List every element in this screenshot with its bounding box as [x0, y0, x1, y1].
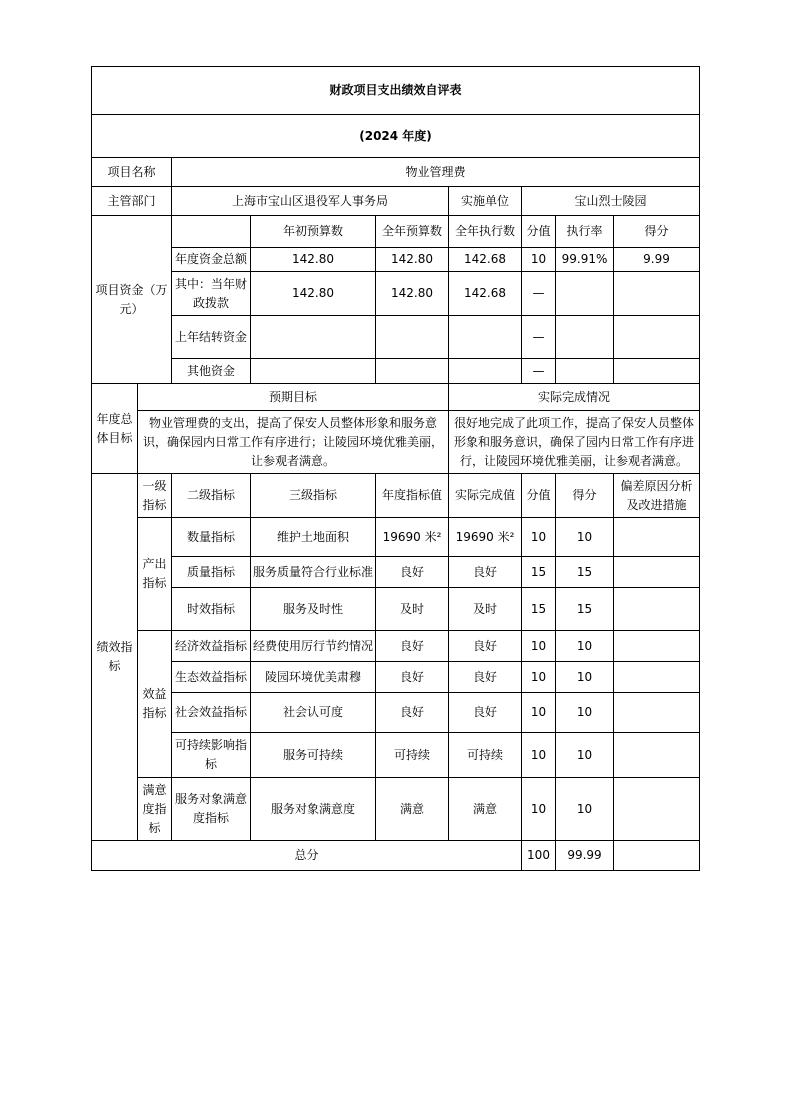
- indicator-level2: 数量指标: [172, 518, 251, 557]
- funds-header-initial: 年初预算数: [251, 216, 376, 248]
- header-level2: 二级指标: [172, 474, 251, 518]
- header-level1: 一级指标: [138, 474, 172, 518]
- indicator-actual: 可持续: [449, 733, 522, 778]
- indicator-actual: 良好: [449, 557, 522, 588]
- indicator-target: 19690 米²: [376, 518, 449, 557]
- impl-value: 宝山烈士陵园: [522, 187, 700, 216]
- project-name-label: 项目名称: [92, 158, 172, 187]
- total-weight: 100: [522, 841, 556, 871]
- funds-row-label: 上年结转资金: [172, 316, 251, 359]
- indicator-level2: 社会效益指标: [172, 693, 251, 733]
- total-label: 总分: [92, 841, 522, 871]
- funds-header-blank: [172, 216, 251, 248]
- project-name-value: 物业管理费: [172, 158, 700, 187]
- indicator-level2: 经济效益指标: [172, 631, 251, 662]
- funds-section-label: 项目资金（万元）: [92, 216, 172, 384]
- indicator-score: 15: [556, 588, 614, 631]
- indicator-level3: 社会认可度: [251, 693, 376, 733]
- funds-row-label: 年度资金总额: [172, 248, 251, 272]
- level1-satisfaction: 满意度指标: [138, 778, 172, 841]
- indicator-level3: 服务可持续: [251, 733, 376, 778]
- funds-cell: 142.80: [251, 248, 376, 272]
- funds-cell: [556, 316, 614, 359]
- funds-cell: —: [522, 272, 556, 316]
- indicator-actual: 良好: [449, 662, 522, 693]
- funds-header-score: 得分: [614, 216, 700, 248]
- indicator-deviation: [614, 557, 700, 588]
- indicator-deviation: [614, 778, 700, 841]
- indicator-deviation: [614, 693, 700, 733]
- funds-cell: 142.80: [376, 272, 449, 316]
- total-deviation: [614, 841, 700, 871]
- funds-header-annual: 全年预算数: [376, 216, 449, 248]
- actual-result-header: 实际完成情况: [449, 384, 700, 411]
- form-title: 财政项目支出绩效自评表: [92, 67, 700, 115]
- funds-cell: 142.68: [449, 272, 522, 316]
- indicator-level2: 服务对象满意度指标: [172, 778, 251, 841]
- funds-cell: —: [522, 316, 556, 359]
- indicator-level2: 质量指标: [172, 557, 251, 588]
- indicator-target: 良好: [376, 662, 449, 693]
- indicator-score: 10: [556, 662, 614, 693]
- indicator-level2: 生态效益指标: [172, 662, 251, 693]
- indicator-deviation: [614, 733, 700, 778]
- actual-result-text: 很好地完成了此项工作，提高了保安人员整体形象和服务意识，确保了园内日常工作有序进行，让陵园环境优雅美丽，让参观者满意。: [449, 411, 700, 474]
- indicator-score: 10: [556, 693, 614, 733]
- header-target: 年度指标值: [376, 474, 449, 518]
- funds-cell: [614, 272, 700, 316]
- indicator-target: 良好: [376, 557, 449, 588]
- funds-cell: [376, 359, 449, 384]
- indicator-score: 10: [556, 631, 614, 662]
- funds-cell: [556, 272, 614, 316]
- expected-goal-text: 物业管理费的支出，提高了保安人员整体形象和服务意识，确保园内日常工作有序进行；让陵园环境优雅美丽，让参观者满意。: [138, 411, 449, 474]
- indicator-actual: 19690 米²: [449, 518, 522, 557]
- level1-benefit: 效益指标: [138, 631, 172, 778]
- indicator-score: 10: [556, 733, 614, 778]
- indicator-deviation: [614, 631, 700, 662]
- indicator-level2: 可持续影响指标: [172, 733, 251, 778]
- indicator-deviation: [614, 662, 700, 693]
- indicator-target: 满意: [376, 778, 449, 841]
- indicator-target: 可持续: [376, 733, 449, 778]
- indicator-actual: 良好: [449, 631, 522, 662]
- indicator-target: 良好: [376, 631, 449, 662]
- indicator-level3: 服务质量符合行业标准: [251, 557, 376, 588]
- header-score: 得分: [556, 474, 614, 518]
- indicator-actual: 良好: [449, 693, 522, 733]
- performance-section-label: 绩效指标: [92, 474, 138, 841]
- indicator-weight: 10: [522, 662, 556, 693]
- indicator-score: 10: [556, 778, 614, 841]
- indicator-level3: 经费使用厉行节约情况: [251, 631, 376, 662]
- indicator-actual: 及时: [449, 588, 522, 631]
- funds-cell: 9.99: [614, 248, 700, 272]
- funds-cell: [449, 359, 522, 384]
- indicator-level3: 维护土地面积: [251, 518, 376, 557]
- dept-value: 上海市宝山区退役军人事务局: [172, 187, 449, 216]
- indicator-score: 15: [556, 557, 614, 588]
- level1-output: 产出指标: [138, 518, 172, 631]
- funds-cell: [449, 316, 522, 359]
- funds-cell: 142.80: [376, 248, 449, 272]
- impl-label: 实施单位: [449, 187, 522, 216]
- indicator-target: 良好: [376, 693, 449, 733]
- funds-row-label: 其中：当年财政拨款: [172, 272, 251, 316]
- header-weight: 分值: [522, 474, 556, 518]
- indicator-weight: 10: [522, 778, 556, 841]
- funds-row-label: 其他资金: [172, 359, 251, 384]
- indicator-weight: 10: [522, 693, 556, 733]
- funds-cell: [251, 316, 376, 359]
- funds-cell: [556, 359, 614, 384]
- header-actual: 实际完成值: [449, 474, 522, 518]
- header-level3: 三级指标: [251, 474, 376, 518]
- indicator-actual: 满意: [449, 778, 522, 841]
- funds-cell: [376, 316, 449, 359]
- indicator-weight: 15: [522, 557, 556, 588]
- indicator-weight: 10: [522, 518, 556, 557]
- indicator-score: 10: [556, 518, 614, 557]
- funds-header-executed: 全年执行数: [449, 216, 522, 248]
- funds-header-rate: 执行率: [556, 216, 614, 248]
- funds-cell: 99.91%: [556, 248, 614, 272]
- funds-cell: 142.80: [251, 272, 376, 316]
- funds-header-weight: 分值: [522, 216, 556, 248]
- funds-cell: 142.68: [449, 248, 522, 272]
- funds-cell: [614, 316, 700, 359]
- header-deviation: 偏差原因分析及改进措施: [614, 474, 700, 518]
- dept-label: 主管部门: [92, 187, 172, 216]
- form-year: (2024 年度): [92, 115, 700, 158]
- indicator-weight: 10: [522, 631, 556, 662]
- indicator-weight: 10: [522, 733, 556, 778]
- goals-section-label: 年度总体目标: [92, 384, 138, 474]
- indicator-deviation: [614, 588, 700, 631]
- indicator-weight: 15: [522, 588, 556, 631]
- total-score: 99.99: [556, 841, 614, 871]
- funds-cell: [251, 359, 376, 384]
- indicator-target: 及时: [376, 588, 449, 631]
- funds-cell: [614, 359, 700, 384]
- funds-cell: 10: [522, 248, 556, 272]
- indicator-level2: 时效指标: [172, 588, 251, 631]
- indicator-level3: 陵园环境优美肃穆: [251, 662, 376, 693]
- expected-goal-header: 预期目标: [138, 384, 449, 411]
- funds-cell: —: [522, 359, 556, 384]
- indicator-deviation: [614, 518, 700, 557]
- indicator-level3: 服务对象满意度: [251, 778, 376, 841]
- performance-evaluation-table: [91, 66, 700, 871]
- indicator-level3: 服务及时性: [251, 588, 376, 631]
